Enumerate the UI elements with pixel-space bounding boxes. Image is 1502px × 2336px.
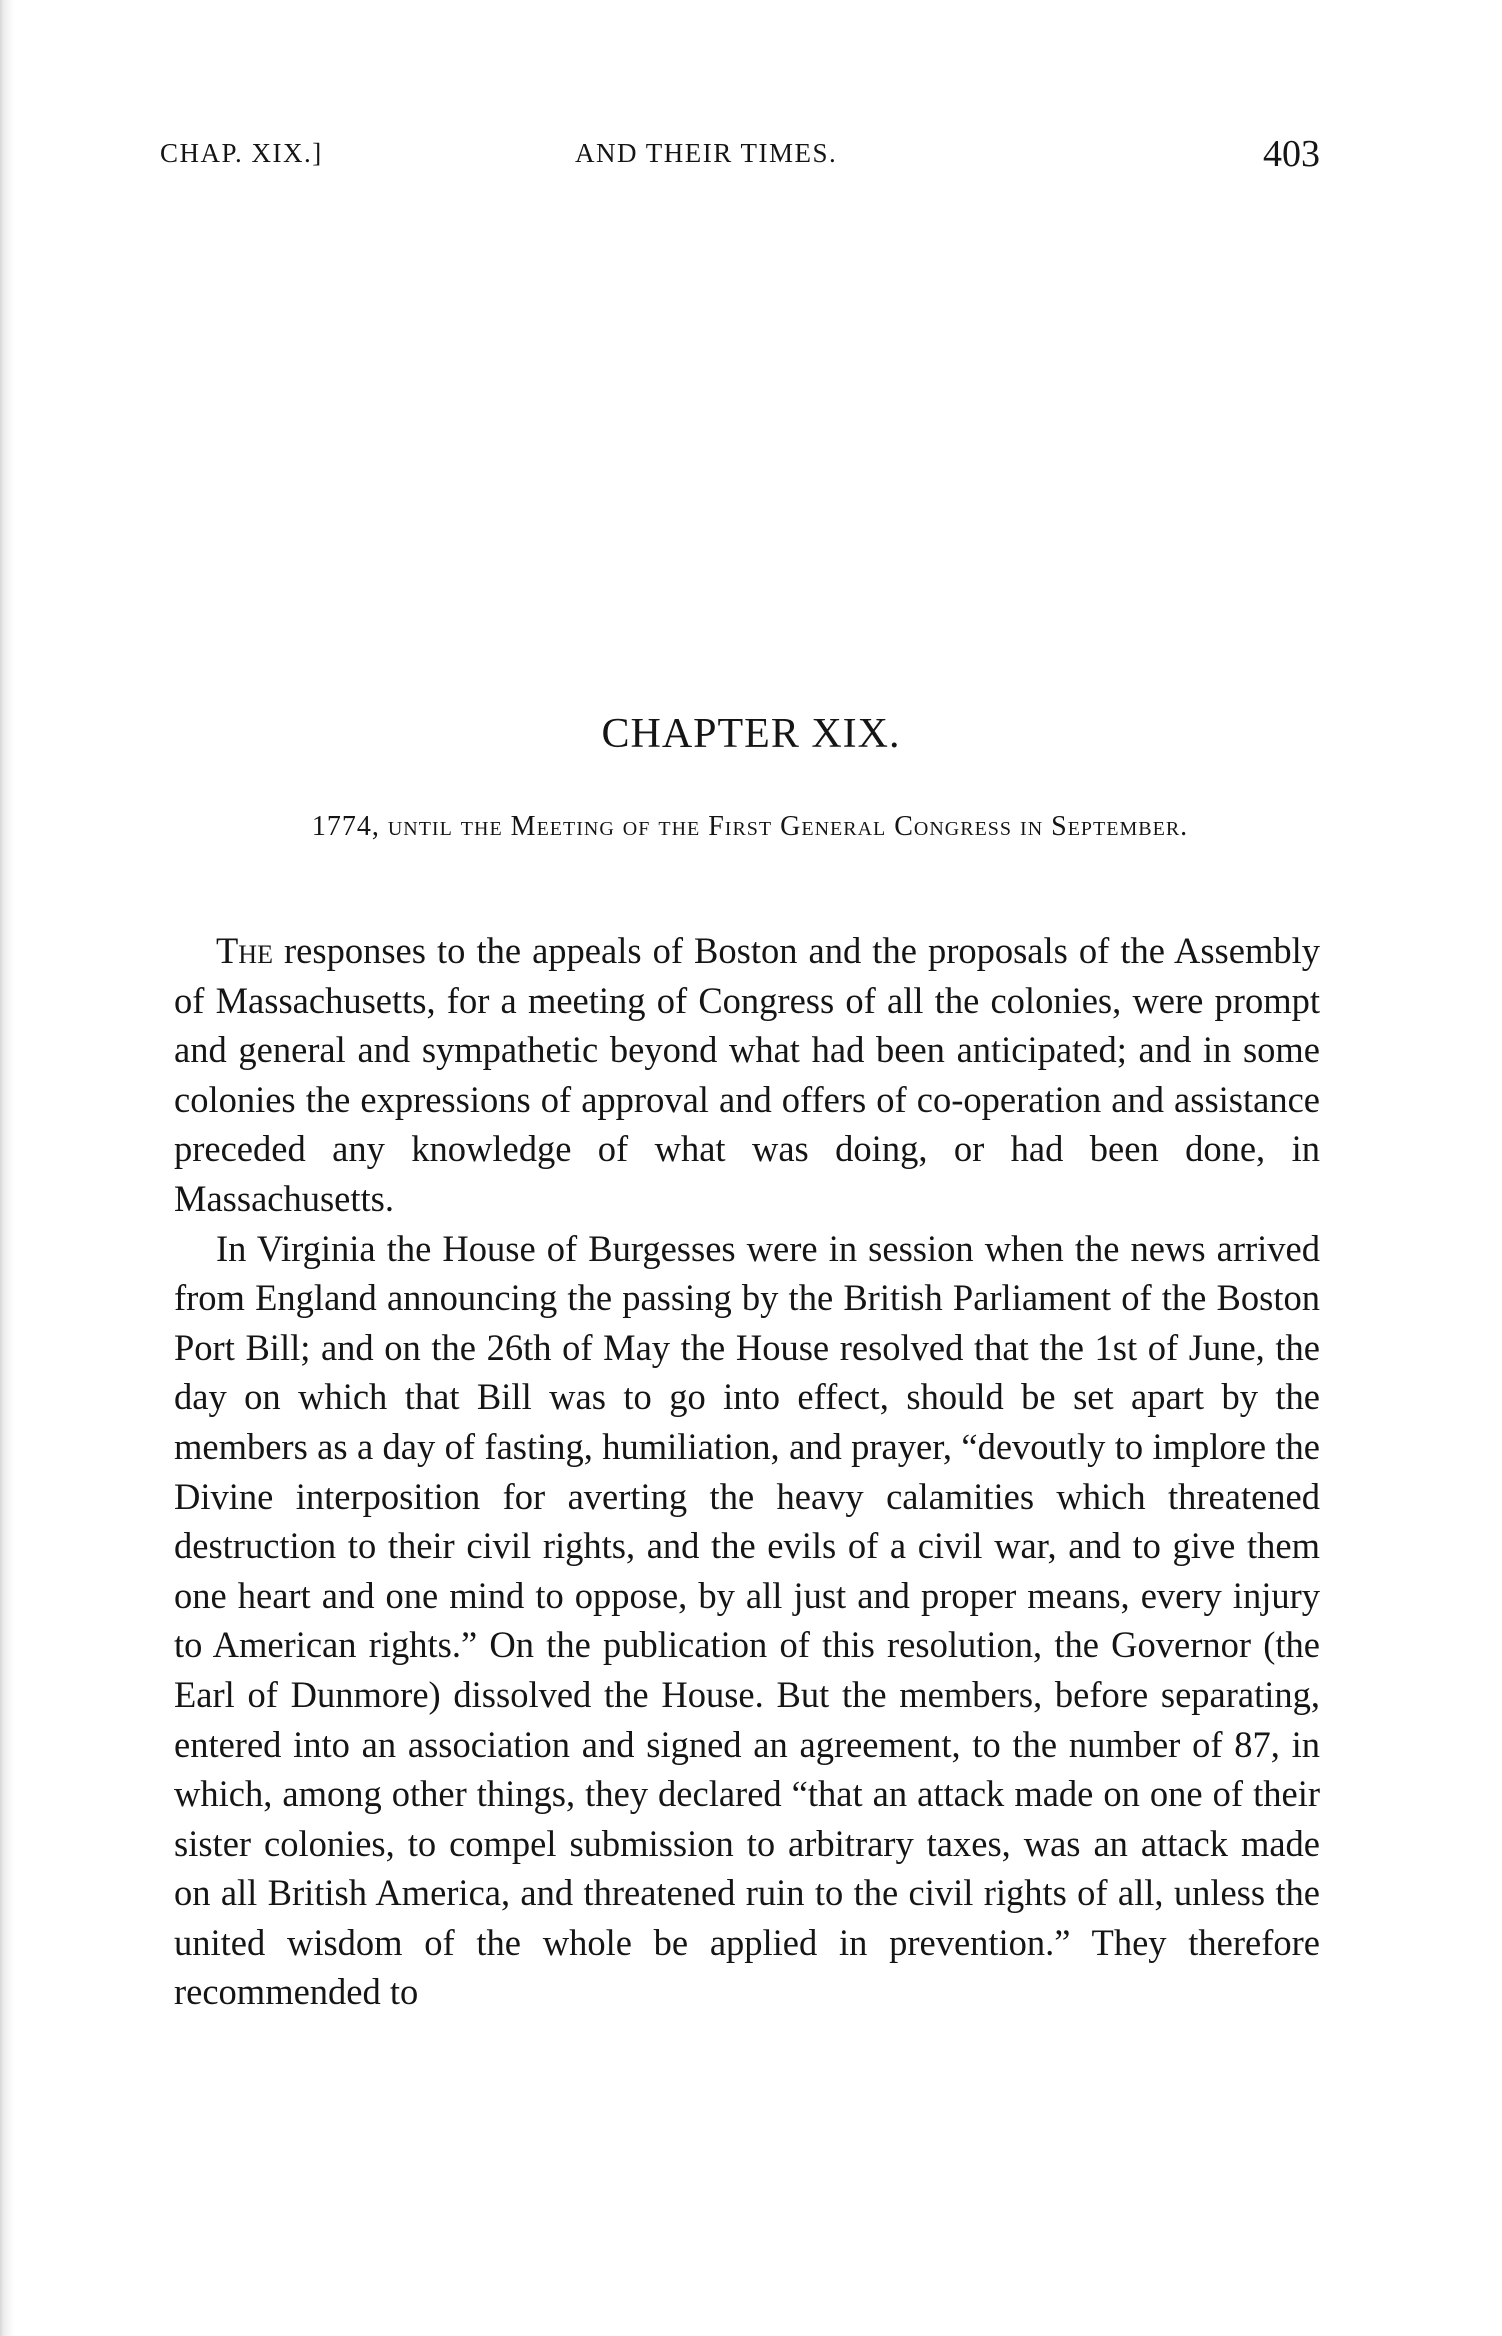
page-number: 403 [1263, 133, 1320, 175]
paragraph-1-text: responses to the appeals of Boston and the proposals of the Assembly of Massachusetts, for a meeting of Congress of all the colonies, were prompt and general and sympathetic beyond what had been anticipated; and in some colonies the expressions of approval and offers of co-operation and assistance preceded any knowledge of what was doing, or had been done, in Massachusetts. [174, 930, 1320, 1219]
chapter-subtitle: 1774, until the Meeting of the First General Congress in September. [311, 811, 1189, 842]
running-head [160, 133, 1320, 188]
chapter-reference: CHAP. XIX.] [160, 138, 323, 168]
running-title: AND THEIR TIMES. [575, 138, 838, 168]
chapter-title: CHAPTER XIX. [601, 711, 901, 757]
paragraph-1 [174, 926, 1320, 1224]
page-edge-shadow [0, 0, 14, 2336]
paragraph-2: In Virginia the House of Burgesses were in session when the news arrived from England announcing the passing by the British Parliament of the Boston Port Bill; and on the 26th of May the House resolved that the 1st of June, the day on which that Bill was to go into effect, should be set apart by the members as a day of fasting, humiliation, and prayer, “devoutly to implore the Divine interposition for averting the heavy calamities which threatened destruction to their civil rights, and the evils of a civil war, and to give them one heart and one mind to oppose, by all just and proper means, every injury to American rights.” On the publication of this resolution, the Governor (the Earl of Dunmore) dissolved the House. But the members, before separating, entered into an association and signed an agreement, to the number of 87, in which, among other things, they declared “that an attack made on one of their sister colonies, to compel submission to arbitrary taxes, was an attack made on all British America, and threatened ruin to the civil rights of all, unless the united wisdom of the whole be applied in prevention.” They therefore recommended to [174, 1227, 1320, 2013]
paragraph-1-lead-word: The [216, 930, 273, 971]
body-text [174, 926, 1320, 2017]
